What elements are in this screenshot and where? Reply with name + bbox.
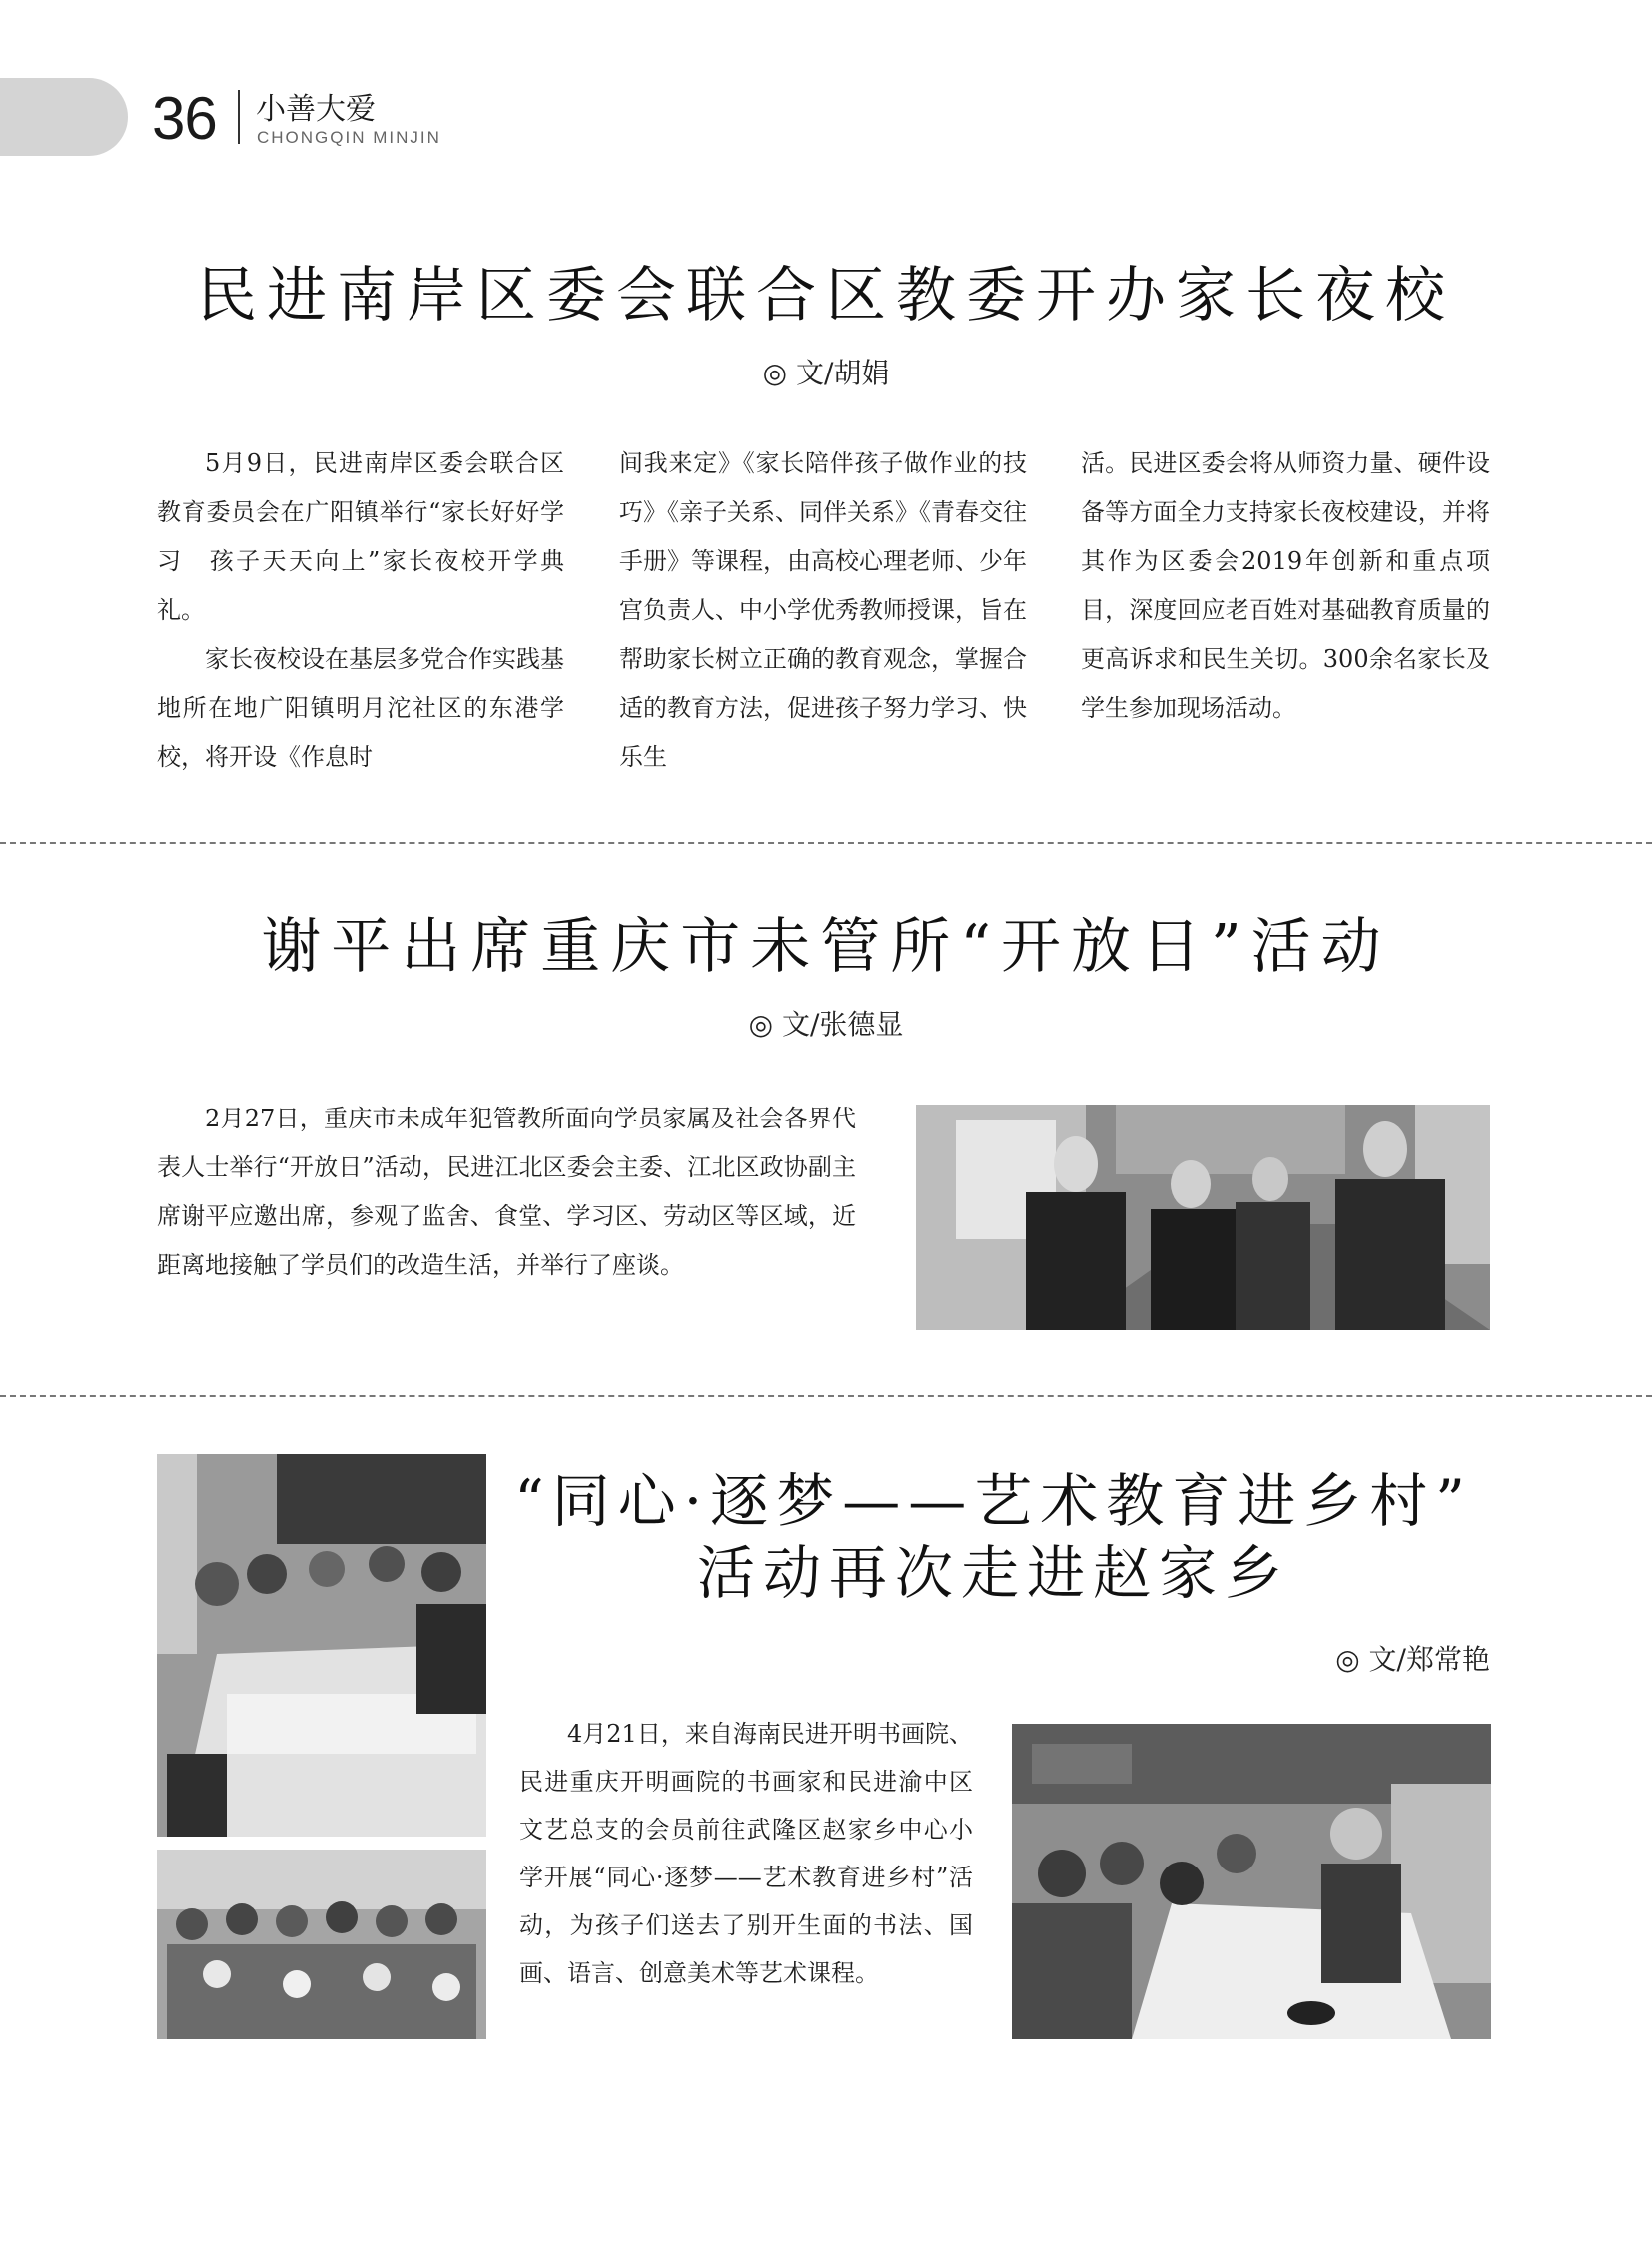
header-divider [238,90,240,144]
article1-paragraph-3: 间我来定》《家长陪伴孩子做作业的技巧》《亲子关系、同伴关系》《青春交往手册》等课程，由高校心理老师、少年宫负责人、中小学优秀教师授课，旨在帮助家长树立正确的教育观念，掌握合适的教育方法，促进孩子努力学习、快乐生 [619,449,1027,771]
article1-column-3 [1081,439,1490,733]
article1-paragraph-2: 家长夜校设在基层多党合作实践基地所在地广阳镇明月沱社区的东港学校，将开设《作息时 [157,645,564,771]
section-subtitle: CHONGQIN MINJIN [257,128,441,147]
page-number: 36 [152,85,217,152]
article3-paragraph: 4月21日，来自海南民进开明书画院、民进重庆开明画院的书画家和民进渝中区文艺总支的会员前往武隆区赵家乡中心小学开展“同心·逐梦——艺术教育进乡村”活动，为孩子们送去了别开生面的书法、国画、语言、创意美术等艺术课程。 [519,1720,973,1987]
section-divider-2 [0,1395,1652,1397]
article3-body [519,1710,973,1997]
article3-photo-group [157,1850,486,2039]
article1-byline: ◎ 文/胡娟 [762,357,890,389]
article1-paragraph-4: 活。民进区委会将从师资力量、硬件设备等方面全力支持家长夜校建设，并将其作为区委会2019年创新和重点项目，深度回应老百姓对基础教育质量的更高诉求和民生关切。300余名家长及学生参加现场活动。 [1081,449,1490,722]
article2-byline: ◎ 文/张德显 [748,1008,904,1041]
article2-photo [916,1105,1490,1330]
article1-column-2 [619,439,1027,782]
article3-title-line-1: “同心·逐梦——艺术教育进乡村” [514,1467,1473,1535]
article1-column-1 [157,439,564,782]
article2-body [157,1095,856,1290]
article3-photo-classroom [1012,1724,1491,2039]
article2-title: 谢平出席重庆市未管所“开放日”活动 [261,912,1391,982]
article3-byline: ◎ 文/郑常艳 [1335,1643,1490,1676]
article1-title: 民进南岸区委会联合区教委开办家长夜校 [197,261,1455,331]
header-tab-shape [0,78,128,156]
section-divider-1 [0,842,1652,844]
article2-paragraph: 2月27日，重庆市未成年犯管教所面向学员家属及社会各界代表人士举行“开放日”活动，民进江北区委会主委、江北区政协副主席谢平应邀出席，参观了监舍、食堂、学习区、劳动区等区域，近距离地接触了学员们的改造生活，并举行了座谈。 [157,1105,856,1279]
article3-title-line-2: 活动再次走进赵家乡 [696,1539,1290,1607]
article1-paragraph-1: 5月9日，民进南岸区委会联合区教育委员会在广阳镇举行“家长好好学习 孩子天天向上”家长夜校开学典礼。 [157,449,564,624]
section-title: 小善大爱 [256,93,376,126]
article3-photo-calligraphy [157,1454,486,1837]
